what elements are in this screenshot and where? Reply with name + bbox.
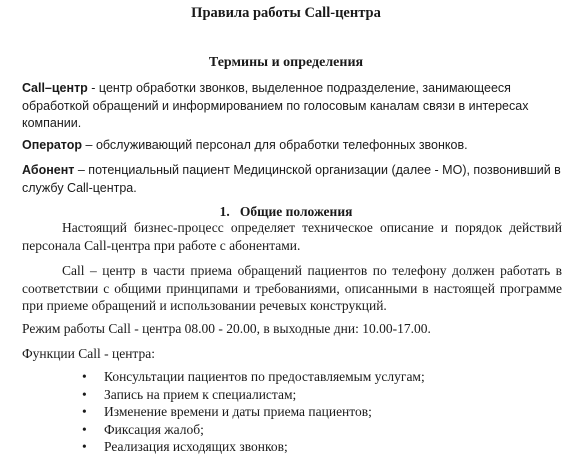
list-item xyxy=(82,438,425,456)
bullet-icon: • xyxy=(82,439,87,454)
functions-heading: Функции Call - центра: xyxy=(22,346,155,361)
list-item xyxy=(82,386,425,404)
bullet-icon: • xyxy=(82,421,87,437)
term-operator xyxy=(22,137,562,155)
section-heading-general: 1. Общие положения xyxy=(219,204,353,219)
paragraph-principles: Call – центр в части приема обращений пациентов по телефону должен работать в соответствии с общими принципами и требованиями, описанными в настоящей программе при приеме обращений и использовании речевых конструкций. xyxy=(22,263,562,313)
term-subscriber xyxy=(22,162,562,197)
term-label: Call–центр xyxy=(22,81,88,95)
term-label: Абонент xyxy=(22,163,75,177)
document-title: Правила работы Call-центра xyxy=(191,5,381,21)
section-heading-terms: Термины и определения xyxy=(208,55,364,70)
term-definition: - центр обработки звонков, выделенное подразделение, занимающееся обработкой обращений и информированием по голосовым каналам связи в интересах компании. xyxy=(22,81,529,130)
bullet-icon: • xyxy=(82,369,87,384)
schedule-text: Режим работы Call - центра 08.00 - 20.00, в выходные дни: 10.00-17.00. xyxy=(22,321,431,336)
term-definition: – потенциальный пациент Медицинской организации (далее - МО), позвонивший в службу Call-центра. xyxy=(22,163,561,195)
list-item-text: Запись на прием к специалистам; xyxy=(104,386,297,402)
list-item xyxy=(82,368,425,386)
bullet-icon: • xyxy=(82,386,87,402)
list-item-text: Реализация исходящих звонков; xyxy=(104,439,288,454)
list-item xyxy=(82,403,425,421)
term-definition: – обслуживающий персонал для обработки телефонных звонков. xyxy=(82,138,468,152)
list-item-text: Консультации пациентов по предоставляемым услугам; xyxy=(104,369,425,384)
list-item-text: Изменение времени и даты приема пациентов; xyxy=(104,404,372,419)
functions-list xyxy=(82,368,425,456)
bullet-icon: • xyxy=(82,404,87,419)
list-item xyxy=(82,421,425,439)
term-label: Оператор xyxy=(22,138,83,152)
paragraph-intro: Настоящий бизнес-процесс определяет техническое описание и порядок действий персонала Call-центра при работе с абонентами. xyxy=(22,220,562,253)
term-call-center xyxy=(22,80,562,133)
list-item-text: Фиксация жалоб; xyxy=(104,421,204,437)
